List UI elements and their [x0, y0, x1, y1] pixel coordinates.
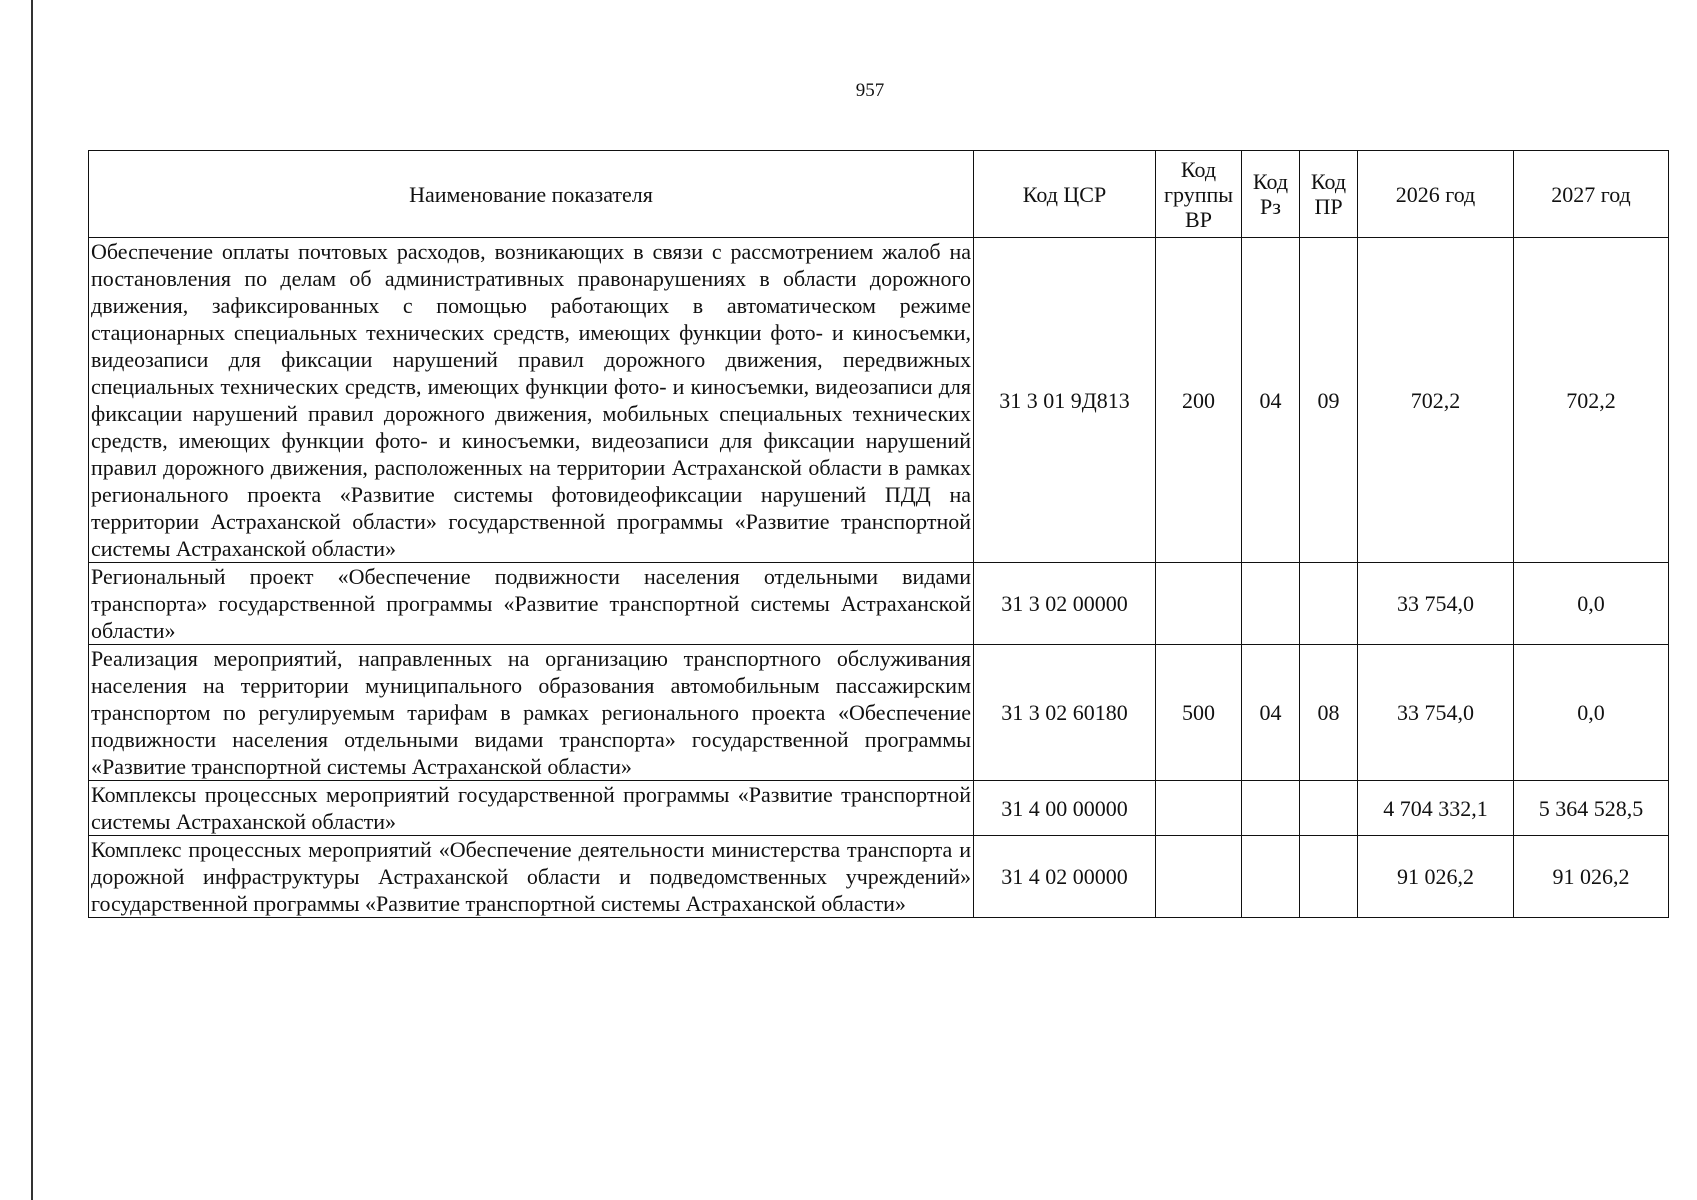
header-vr-code: Код группы ВР — [1156, 151, 1242, 238]
row-value-2026: 33 754,0 — [1358, 563, 1514, 645]
table-row — [89, 645, 1669, 781]
row-csr-code: 31 3 01 9Д813 — [974, 238, 1156, 563]
row-value-2026: 4 704 332,1 — [1358, 781, 1514, 836]
header-year-2027: 2027 год — [1514, 151, 1669, 238]
row-csr-code: 31 3 02 00000 — [974, 563, 1156, 645]
row-vr-code — [1156, 836, 1242, 918]
row-value-2027: 5 364 528,5 — [1514, 781, 1669, 836]
header-rz-code: Код Рз — [1242, 151, 1300, 238]
row-pr-code: 09 — [1300, 238, 1358, 563]
row-vr-code — [1156, 781, 1242, 836]
row-name: Комплексы процессных мероприятий государственной программы «Развитие транспортной системы Астраханской области» — [89, 781, 974, 836]
row-pr-code — [1300, 781, 1358, 836]
row-rz-code — [1242, 563, 1300, 645]
row-value-2027: 0,0 — [1514, 563, 1669, 645]
row-rz-code: 04 — [1242, 645, 1300, 781]
page-number: 957 — [855, 80, 885, 101]
row-vr-code: 500 — [1156, 645, 1242, 781]
table-row — [89, 563, 1669, 645]
row-name: Комплекс процессных мероприятий «Обеспечение деятельности министерства транспорта и дорожной инфраструктуры Астраханской области и подведомственных учреждений» государственной программы «Развитие транспортной системы Астраханской области» — [89, 836, 974, 918]
row-vr-code — [1156, 563, 1242, 645]
row-csr-code: 31 4 02 00000 — [974, 836, 1156, 918]
row-value-2027: 0,0 — [1514, 645, 1669, 781]
row-pr-code — [1300, 563, 1358, 645]
table-header-row — [89, 151, 1669, 238]
table-row — [89, 238, 1669, 563]
row-csr-code: 31 3 02 60180 — [974, 645, 1156, 781]
row-value-2026: 33 754,0 — [1358, 645, 1514, 781]
header-pr-code: Код ПР — [1300, 151, 1358, 238]
row-value-2026: 702,2 — [1358, 238, 1514, 563]
row-rz-code: 04 — [1242, 238, 1300, 563]
row-value-2026: 91 026,2 — [1358, 836, 1514, 918]
row-name: Обеспечение оплаты почтовых расходов, возникающих в связи с рассмотрением жалоб на постановления по делам об административных правонарушениях в области дорожного движения, зафиксированных с помощью работающих в автоматическом режиме стационарных специальных технических средств, имеющих функции фото- и киносъемки, видеозаписи для фиксации нарушений правил дорожного движения, передвижных специальных технических средств, имеющих функции фото- и киносъемки, видеозаписи для фиксации нарушений правил дорожного движения, мобильных специальных технических средств, имеющих функции фото- и киносъемки, видеозаписи для фиксации нарушений правил дорожного движения, расположенных на территории Астраханской области в рамках регионального проекта «Развитие системы фотовидеофиксации нарушений ПДД на территории Астраханской области» государственной программы «Развитие транспортной системы Астраханской области» — [89, 238, 974, 563]
left-margin-line — [31, 0, 33, 1200]
row-value-2027: 91 026,2 — [1514, 836, 1669, 918]
header-name: Наименование показателя — [89, 151, 974, 238]
budget-table — [88, 150, 1669, 918]
row-value-2027: 702,2 — [1514, 238, 1669, 563]
header-year-2026: 2026 год — [1358, 151, 1514, 238]
row-pr-code — [1300, 836, 1358, 918]
table-row — [89, 836, 1669, 918]
table-row — [89, 781, 1669, 836]
row-pr-code: 08 — [1300, 645, 1358, 781]
row-rz-code — [1242, 836, 1300, 918]
row-rz-code — [1242, 781, 1300, 836]
row-name: Региональный проект «Обеспечение подвижности населения отдельными видами транспорта» государственной программы «Развитие транспортной системы Астраханской области» — [89, 563, 974, 645]
row-vr-code: 200 — [1156, 238, 1242, 563]
row-name: Реализация мероприятий, направленных на организацию транспортного обслуживания населения на территории муниципального образования автомобильным пассажирским транспортом по регулируемым тарифам в рамках регионального проекта «Обеспечение подвижности населения отдельными видами транспорта» государственной программы «Развитие транспортной системы Астраханской области» — [89, 645, 974, 781]
row-csr-code: 31 4 00 00000 — [974, 781, 1156, 836]
header-csr-code: Код ЦСР — [974, 151, 1156, 238]
